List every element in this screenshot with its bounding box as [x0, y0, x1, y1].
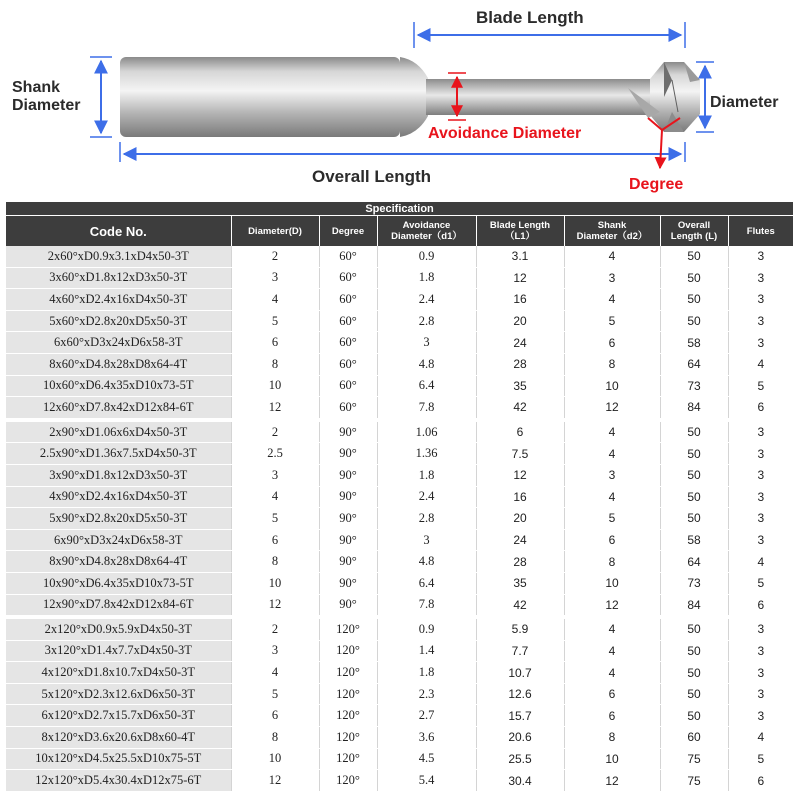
flutes-cell: 3 — [728, 662, 793, 684]
blade-length-cell: 6 — [476, 422, 564, 443]
diameter-cell: 6 — [231, 705, 319, 727]
code-no-cell: 12x120°xD5.4x30.4xD12x75-6T — [6, 770, 231, 792]
shank-diameter-cell: 8 — [564, 551, 660, 573]
flutes-cell: 3 — [728, 443, 793, 465]
shank-diameter-cell: 5 — [564, 508, 660, 530]
overall-length-cell: 73 — [660, 375, 728, 397]
overall-length-dimension — [120, 142, 685, 162]
diameter-cell: 2 — [231, 422, 319, 443]
code-no-cell: 4x90°xD2.4x16xD4x50-3T — [6, 486, 231, 508]
diameter-cell: 12 — [231, 770, 319, 792]
avoidance-diameter-cell: 7.8 — [377, 397, 476, 419]
avoidance-diameter-label: Avoidance Diameter — [428, 125, 582, 142]
degree-cell: 60° — [319, 375, 377, 397]
shank-diameter-cell: 10 — [564, 375, 660, 397]
shank-diameter-cell: 4 — [564, 289, 660, 311]
overall-length-cell: 50 — [660, 246, 728, 267]
code-no-cell: 12x60°xD7.8x42xD12x84-6T — [6, 397, 231, 419]
shank-diameter-cell: 10 — [564, 572, 660, 594]
blade-length-cell: 24 — [476, 332, 564, 354]
table-row — [6, 640, 793, 662]
blade-length-cell: 42 — [476, 594, 564, 616]
flutes-cell: 4 — [728, 727, 793, 749]
avoidance-diameter-cell: 2.8 — [377, 310, 476, 332]
flutes-cell: 6 — [728, 770, 793, 792]
code-no-cell: 3x120°xD1.4x7.7xD4x50-3T — [6, 640, 231, 662]
flutes-cell: 3 — [728, 619, 793, 640]
avoidance-diameter-cell: 3 — [377, 529, 476, 551]
shank-diameter-cell: 6 — [564, 705, 660, 727]
overall-length-cell: 50 — [660, 486, 728, 508]
avoidance-diameter-cell: 1.8 — [377, 464, 476, 486]
code-no-cell: 2x120°xD0.9x5.9xD4x50-3T — [6, 619, 231, 640]
flutes-cell: 4 — [728, 551, 793, 573]
table-row — [6, 508, 793, 530]
overall-length-cell: 75 — [660, 748, 728, 770]
diameter-header — [231, 216, 319, 247]
diameter-cell: 10 — [231, 572, 319, 594]
header-line: Diameter（d2） — [576, 231, 648, 242]
blade-length-cell: 15.7 — [476, 705, 564, 727]
shank-diameter-cell: 12 — [564, 397, 660, 419]
blade-length-cell: 12.6 — [476, 683, 564, 705]
shank-diameter-cell: 3 — [564, 464, 660, 486]
overall-length-cell: 50 — [660, 289, 728, 311]
flutes-cell: 3 — [728, 267, 793, 289]
diameter-cell: 8 — [231, 551, 319, 573]
avoidance-diameter-cell: 1.06 — [377, 422, 476, 443]
avoidance-diameter-cell: 2.7 — [377, 705, 476, 727]
blade-length-cell: 7.7 — [476, 640, 564, 662]
degree-cell: 90° — [319, 572, 377, 594]
shank-diameter-label-line2: Diameter — [12, 97, 81, 114]
degree-cell: 120° — [319, 770, 377, 792]
blade-length-cell: 3.1 — [476, 246, 564, 267]
code-no-cell: 5x120°xD2.3x12.6xD6x50-3T — [6, 683, 231, 705]
blade-length-cell: 25.5 — [476, 748, 564, 770]
diameter-cell: 4 — [231, 662, 319, 684]
code-no-cell: 6x120°xD2.7x15.7xD6x50-3T — [6, 705, 231, 727]
diameter-cell: 6 — [231, 529, 319, 551]
blade-length-cell: 5.9 — [476, 619, 564, 640]
tool-neck — [426, 79, 652, 115]
code-no-cell: 3x60°xD1.8x12xD3x50-3T — [6, 267, 231, 289]
avoidance-diameter-cell: 2.4 — [377, 289, 476, 311]
overall-length-cell: 58 — [660, 529, 728, 551]
table-row — [6, 443, 793, 465]
degree-cell: 60° — [319, 353, 377, 375]
shank-diameter-cell: 6 — [564, 683, 660, 705]
flutes-cell: 3 — [728, 289, 793, 311]
table-row — [6, 529, 793, 551]
table-header-row — [6, 216, 793, 247]
shank-diameter-cell: 4 — [564, 662, 660, 684]
avoidance-diameter-cell: 1.8 — [377, 267, 476, 289]
header-line: Flutes — [746, 225, 775, 237]
code-no-cell: 5x60°xD2.8x20xD5x50-3T — [6, 310, 231, 332]
shank-diameter-cell: 4 — [564, 619, 660, 640]
degree-cell: 90° — [319, 464, 377, 486]
avoidance-diameter-cell: 4.8 — [377, 551, 476, 573]
avoidance-diameter-header — [377, 216, 476, 247]
overall-length-cell: 50 — [660, 619, 728, 640]
blade-length-cell: 28 — [476, 353, 564, 375]
blade-length-cell: 16 — [476, 486, 564, 508]
degree-cell: 90° — [319, 443, 377, 465]
blade-length-cell: 12 — [476, 464, 564, 486]
table-row — [6, 770, 793, 792]
shank-diameter-cell: 8 — [564, 727, 660, 749]
shank-diameter-cell: 6 — [564, 332, 660, 354]
table-row — [6, 267, 793, 289]
overall-length-cell: 84 — [660, 594, 728, 616]
flutes-cell: 3 — [728, 508, 793, 530]
flutes-cell: 3 — [728, 683, 793, 705]
header-line: Degree — [331, 225, 365, 237]
blade-length-cell: 20.6 — [476, 727, 564, 749]
header-line: Overall — [677, 220, 711, 231]
table-row — [6, 594, 793, 616]
degree-cell: 90° — [319, 508, 377, 530]
code-no-cell: 10x60°xD6.4x35xD10x73-5T — [6, 375, 231, 397]
table-row — [6, 289, 793, 311]
header-line: Shank — [597, 220, 627, 231]
shank-diameter-dimension — [90, 57, 112, 137]
degree-cell: 90° — [319, 594, 377, 616]
degree-cell: 120° — [319, 662, 377, 684]
header-line: Avoidance — [402, 220, 451, 231]
blade-length-cell: 20 — [476, 508, 564, 530]
blade-length-cell: 24 — [476, 529, 564, 551]
specification-title: Specification — [6, 202, 793, 216]
code-no-cell: 2.5x90°xD1.36x7.5xD4x50-3T — [6, 443, 231, 465]
blade-length-cell: 42 — [476, 397, 564, 419]
overall-length-cell: 75 — [660, 770, 728, 792]
code-no-cell: 6x90°xD3x24xD6x58-3T — [6, 529, 231, 551]
diameter-cell: 6 — [231, 332, 319, 354]
shank-diameter-cell: 6 — [564, 529, 660, 551]
code-no-cell: 2x90°xD1.06x6xD4x50-3T — [6, 422, 231, 443]
header-line: Length (L) — [670, 231, 718, 242]
degree-cell: 60° — [319, 397, 377, 419]
shank-diameter-cell: 4 — [564, 422, 660, 443]
flutes-cell: 5 — [728, 748, 793, 770]
blade-length-cell: 35 — [476, 572, 564, 594]
flutes-cell: 3 — [728, 640, 793, 662]
avoidance-diameter-cell: 2.8 — [377, 508, 476, 530]
diameter-label: Diameter — [710, 94, 779, 111]
table-row — [6, 619, 793, 640]
overall-length-header — [660, 216, 728, 247]
tool-shank — [120, 57, 428, 137]
degree-cell: 120° — [319, 683, 377, 705]
shank-diameter-label-line1: Shank — [12, 79, 61, 96]
avoidance-diameter-cell: 7.8 — [377, 594, 476, 616]
overall-length-cell: 58 — [660, 332, 728, 354]
overall-length-cell: 50 — [660, 310, 728, 332]
overall-length-cell: 50 — [660, 267, 728, 289]
specification-table — [6, 202, 793, 792]
diameter-cell: 2.5 — [231, 443, 319, 465]
code-no-cell: 2x60°xD0.9x3.1xD4x50-3T — [6, 246, 231, 267]
blade-length-cell: 12 — [476, 267, 564, 289]
flutes-cell: 5 — [728, 572, 793, 594]
diameter-cell: 4 — [231, 289, 319, 311]
diameter-cell: 5 — [231, 683, 319, 705]
flutes-cell: 3 — [728, 464, 793, 486]
flutes-cell: 3 — [728, 705, 793, 727]
diameter-cell: 3 — [231, 267, 319, 289]
degree-cell: 90° — [319, 529, 377, 551]
avoidance-diameter-cell: 3 — [377, 332, 476, 354]
table-row — [6, 332, 793, 354]
diameter-cell: 2 — [231, 246, 319, 267]
avoidance-diameter-cell: 4.5 — [377, 748, 476, 770]
flutes-cell: 3 — [728, 246, 793, 267]
code-no-cell: 3x90°xD1.8x12xD3x50-3T — [6, 464, 231, 486]
degree-cell: 90° — [319, 486, 377, 508]
diameter-cell: 3 — [231, 464, 319, 486]
avoidance-diameter-cell: 2.3 — [377, 683, 476, 705]
header-line: （L1） — [504, 231, 536, 242]
header-line: Diameter（d1） — [391, 231, 462, 242]
table-row — [6, 705, 793, 727]
shank-diameter-cell: 5 — [564, 310, 660, 332]
avoidance-diameter-cell: 3.6 — [377, 727, 476, 749]
degree-cell: 60° — [319, 289, 377, 311]
table-row — [6, 353, 793, 375]
blade-length-cell: 7.5 — [476, 443, 564, 465]
flutes-cell: 3 — [728, 486, 793, 508]
diameter-cell: 12 — [231, 594, 319, 616]
overall-length-cell: 50 — [660, 640, 728, 662]
overall-length-cell: 64 — [660, 551, 728, 573]
degree-cell: 120° — [319, 748, 377, 770]
shank-diameter-cell: 8 — [564, 353, 660, 375]
avoidance-diameter-cell: 1.4 — [377, 640, 476, 662]
avoidance-diameter-cell: 1.36 — [377, 443, 476, 465]
degree-cell: 120° — [319, 705, 377, 727]
header-line: Diameter(D) — [248, 225, 302, 237]
flutes-header — [728, 216, 793, 247]
avoidance-diameter-cell: 0.9 — [377, 619, 476, 640]
diameter-cell: 10 — [231, 375, 319, 397]
flutes-cell: 3 — [728, 422, 793, 443]
code-no-cell: 4x60°xD2.4x16xD4x50-3T — [6, 289, 231, 311]
flutes-cell: 6 — [728, 594, 793, 616]
table-row — [6, 551, 793, 573]
avoidance-diameter-cell: 2.4 — [377, 486, 476, 508]
degree-cell: 120° — [319, 640, 377, 662]
shank-diameter-header — [564, 216, 660, 247]
shank-diameter-cell: 12 — [564, 770, 660, 792]
header-line: Code No. — [89, 223, 147, 239]
code-no-header — [6, 216, 231, 247]
avoidance-diameter-cell: 0.9 — [377, 246, 476, 267]
overall-length-cell: 84 — [660, 397, 728, 419]
overall-length-cell: 73 — [660, 572, 728, 594]
flutes-cell: 4 — [728, 353, 793, 375]
diameter-cell: 3 — [231, 640, 319, 662]
degree-cell: 60° — [319, 332, 377, 354]
shank-diameter-cell: 4 — [564, 486, 660, 508]
avoidance-diameter-cell: 6.4 — [377, 572, 476, 594]
code-no-cell: 8x120°xD3.6x20.6xD8x60-4T — [6, 727, 231, 749]
overall-length-cell: 50 — [660, 464, 728, 486]
blade-length-cell: 30.4 — [476, 770, 564, 792]
degree-cell: 120° — [319, 727, 377, 749]
avoidance-diameter-cell: 1.8 — [377, 662, 476, 684]
overall-length-cell: 50 — [660, 422, 728, 443]
overall-length-cell: 50 — [660, 705, 728, 727]
degree-cell: 60° — [319, 246, 377, 267]
diameter-cell: 4 — [231, 486, 319, 508]
flutes-cell: 3 — [728, 332, 793, 354]
diameter-cell: 12 — [231, 397, 319, 419]
blade-length-cell: 20 — [476, 310, 564, 332]
table-row — [6, 727, 793, 749]
table-row — [6, 397, 793, 419]
shank-diameter-cell: 4 — [564, 640, 660, 662]
blade-length-cell: 28 — [476, 551, 564, 573]
blade-length-cell: 10.7 — [476, 662, 564, 684]
flutes-cell: 6 — [728, 397, 793, 419]
table-body — [6, 246, 793, 791]
blade-length-label: Blade Length — [476, 8, 584, 27]
flutes-cell: 3 — [728, 310, 793, 332]
code-no-cell: 8x90°xD4.8x28xD8x64-4T — [6, 551, 231, 573]
code-no-cell: 8x60°xD4.8x28xD8x64-4T — [6, 353, 231, 375]
overall-length-cell: 60 — [660, 727, 728, 749]
table-row — [6, 486, 793, 508]
shank-diameter-cell: 12 — [564, 594, 660, 616]
degree-cell: 60° — [319, 267, 377, 289]
overall-length-cell: 50 — [660, 683, 728, 705]
overall-length-cell: 64 — [660, 353, 728, 375]
table-row — [6, 662, 793, 684]
table-row — [6, 464, 793, 486]
code-no-cell: 5x90°xD2.8x20xD5x50-3T — [6, 508, 231, 530]
diameter-cell: 8 — [231, 353, 319, 375]
overall-length-cell: 50 — [660, 443, 728, 465]
diameter-cell: 5 — [231, 508, 319, 530]
blade-length-cell: 35 — [476, 375, 564, 397]
diameter-cell: 2 — [231, 619, 319, 640]
tool-cutting-head — [628, 62, 700, 132]
table-row — [6, 375, 793, 397]
diameter-cell: 10 — [231, 748, 319, 770]
code-no-cell: 10x90°xD6.4x35xD10x73-5T — [6, 572, 231, 594]
degree-cell: 90° — [319, 422, 377, 443]
code-no-cell: 12x90°xD7.8x42xD12x84-6T — [6, 594, 231, 616]
overall-length-cell: 50 — [660, 508, 728, 530]
degree-header — [319, 216, 377, 247]
table-row — [6, 310, 793, 332]
code-no-cell: 10x120°xD4.5x25.5xD10x75-5T — [6, 748, 231, 770]
table-row — [6, 246, 793, 267]
overall-length-cell: 50 — [660, 662, 728, 684]
avoidance-diameter-cell: 5.4 — [377, 770, 476, 792]
flutes-cell: 5 — [728, 375, 793, 397]
avoidance-diameter-cell: 6.4 — [377, 375, 476, 397]
diameter-cell: 5 — [231, 310, 319, 332]
code-no-cell: 6x60°xD3x24xD6x58-3T — [6, 332, 231, 354]
tool-diagram — [0, 0, 800, 200]
table-row — [6, 748, 793, 770]
blade-length-header — [476, 216, 564, 247]
shank-diameter-cell: 4 — [564, 246, 660, 267]
shank-diameter-cell: 3 — [564, 267, 660, 289]
shank-diameter-cell: 4 — [564, 443, 660, 465]
header-line: Blade Length — [489, 220, 551, 231]
avoidance-diameter-cell: 4.8 — [377, 353, 476, 375]
table-row — [6, 683, 793, 705]
degree-cell: 90° — [319, 551, 377, 573]
table-row — [6, 572, 793, 594]
table-row — [6, 422, 793, 443]
flutes-cell: 3 — [728, 529, 793, 551]
diameter-cell: 8 — [231, 727, 319, 749]
overall-length-label: Overall Length — [312, 167, 432, 186]
code-no-cell: 4x120°xD1.8x10.7xD4x50-3T — [6, 662, 231, 684]
shank-diameter-cell: 10 — [564, 748, 660, 770]
degree-cell: 60° — [319, 310, 377, 332]
degree-cell: 120° — [319, 619, 377, 640]
degree-label: Degree — [629, 176, 684, 193]
blade-length-cell: 16 — [476, 289, 564, 311]
